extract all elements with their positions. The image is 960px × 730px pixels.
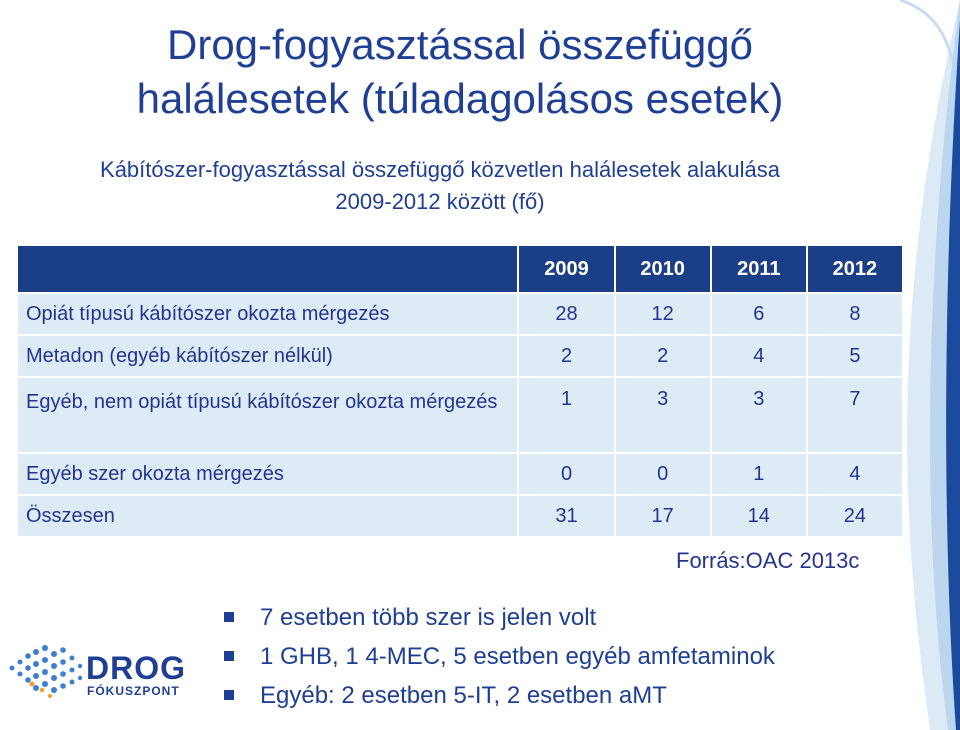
cell-value: 8 (808, 294, 902, 334)
bullet-text: Egyéb: 2 esetben 5-IT, 2 esetben aMT (260, 682, 667, 709)
table-row (18, 336, 902, 376)
table-row (18, 454, 902, 494)
cell-value: 24 (808, 496, 902, 536)
header-year: 2012 (832, 257, 878, 280)
cell-value: 2 (519, 336, 613, 376)
cell-value: 3 (616, 378, 710, 452)
bullet-list (222, 598, 775, 715)
header-year: 2010 (640, 257, 685, 280)
logo-subtitle: FÓKUSZPONT (87, 684, 180, 698)
cell-value: 17 (616, 496, 710, 536)
cell-value: 2 (616, 336, 710, 376)
cell-value: 3 (712, 378, 806, 452)
table-header-row (18, 246, 902, 292)
title-line-1: Drog-fogyasztással összefüggő (167, 21, 753, 68)
row-label: Egyéb szer okozta mérgezés (18, 454, 517, 494)
page-title (0, 18, 920, 126)
cell-value: 12 (616, 294, 710, 334)
cell-value: 28 (519, 294, 613, 334)
cell-value: 1 (712, 454, 806, 494)
list-item (222, 598, 775, 637)
bullet-text: 7 esetben több szer is jelen volt (260, 604, 597, 631)
subtitle-line-1: Kábítószer-fogyasztással összefüggő közvetlen halálesetek alakulása (100, 157, 780, 182)
square-bullet-icon (224, 612, 234, 622)
square-bullet-icon (224, 651, 234, 661)
row-label: Egyéb, nem opiát típusú kábítószer okozta mérgezés (18, 378, 517, 452)
list-item (222, 637, 775, 676)
list-item (222, 676, 775, 715)
cell-value: 4 (712, 336, 806, 376)
row-label: Összesen (18, 496, 517, 536)
cell-value: 7 (808, 378, 902, 452)
row-label: Opiát típusú kábítószer okozta mérgezés (18, 294, 517, 334)
cell-value: 0 (616, 454, 710, 494)
title-line-2: halálesetek (túladagolásos esetek) (136, 75, 784, 122)
logo-word: DROG (86, 650, 186, 686)
cell-value: 6 (712, 294, 806, 334)
cell-value: 14 (712, 496, 806, 536)
table-row (18, 378, 902, 452)
cell-value: 4 (808, 454, 902, 494)
source-note: Forrás:OAC 2013c (676, 548, 860, 573)
table-row-total (18, 496, 902, 536)
subtitle-line-2: 2009-2012 között (fő) (335, 189, 545, 214)
square-bullet-icon (224, 690, 234, 700)
bullet-text: 1 GHB, 1 4-MEC, 5 esetben egyéb amfetaminok (260, 643, 775, 670)
header-year: 2009 (544, 257, 589, 280)
header-empty-cell (18, 246, 517, 292)
header-year: 2011 (737, 257, 781, 280)
cell-value: 0 (519, 454, 613, 494)
table-row (18, 294, 902, 334)
cell-value: 1 (519, 378, 613, 452)
subtitle (0, 154, 880, 218)
cell-value: 31 (519, 496, 613, 536)
statistics-table (16, 244, 904, 538)
cell-value: 5 (808, 336, 902, 376)
row-label: Metadon (egyéb kábítószer nélkül) (18, 336, 517, 376)
